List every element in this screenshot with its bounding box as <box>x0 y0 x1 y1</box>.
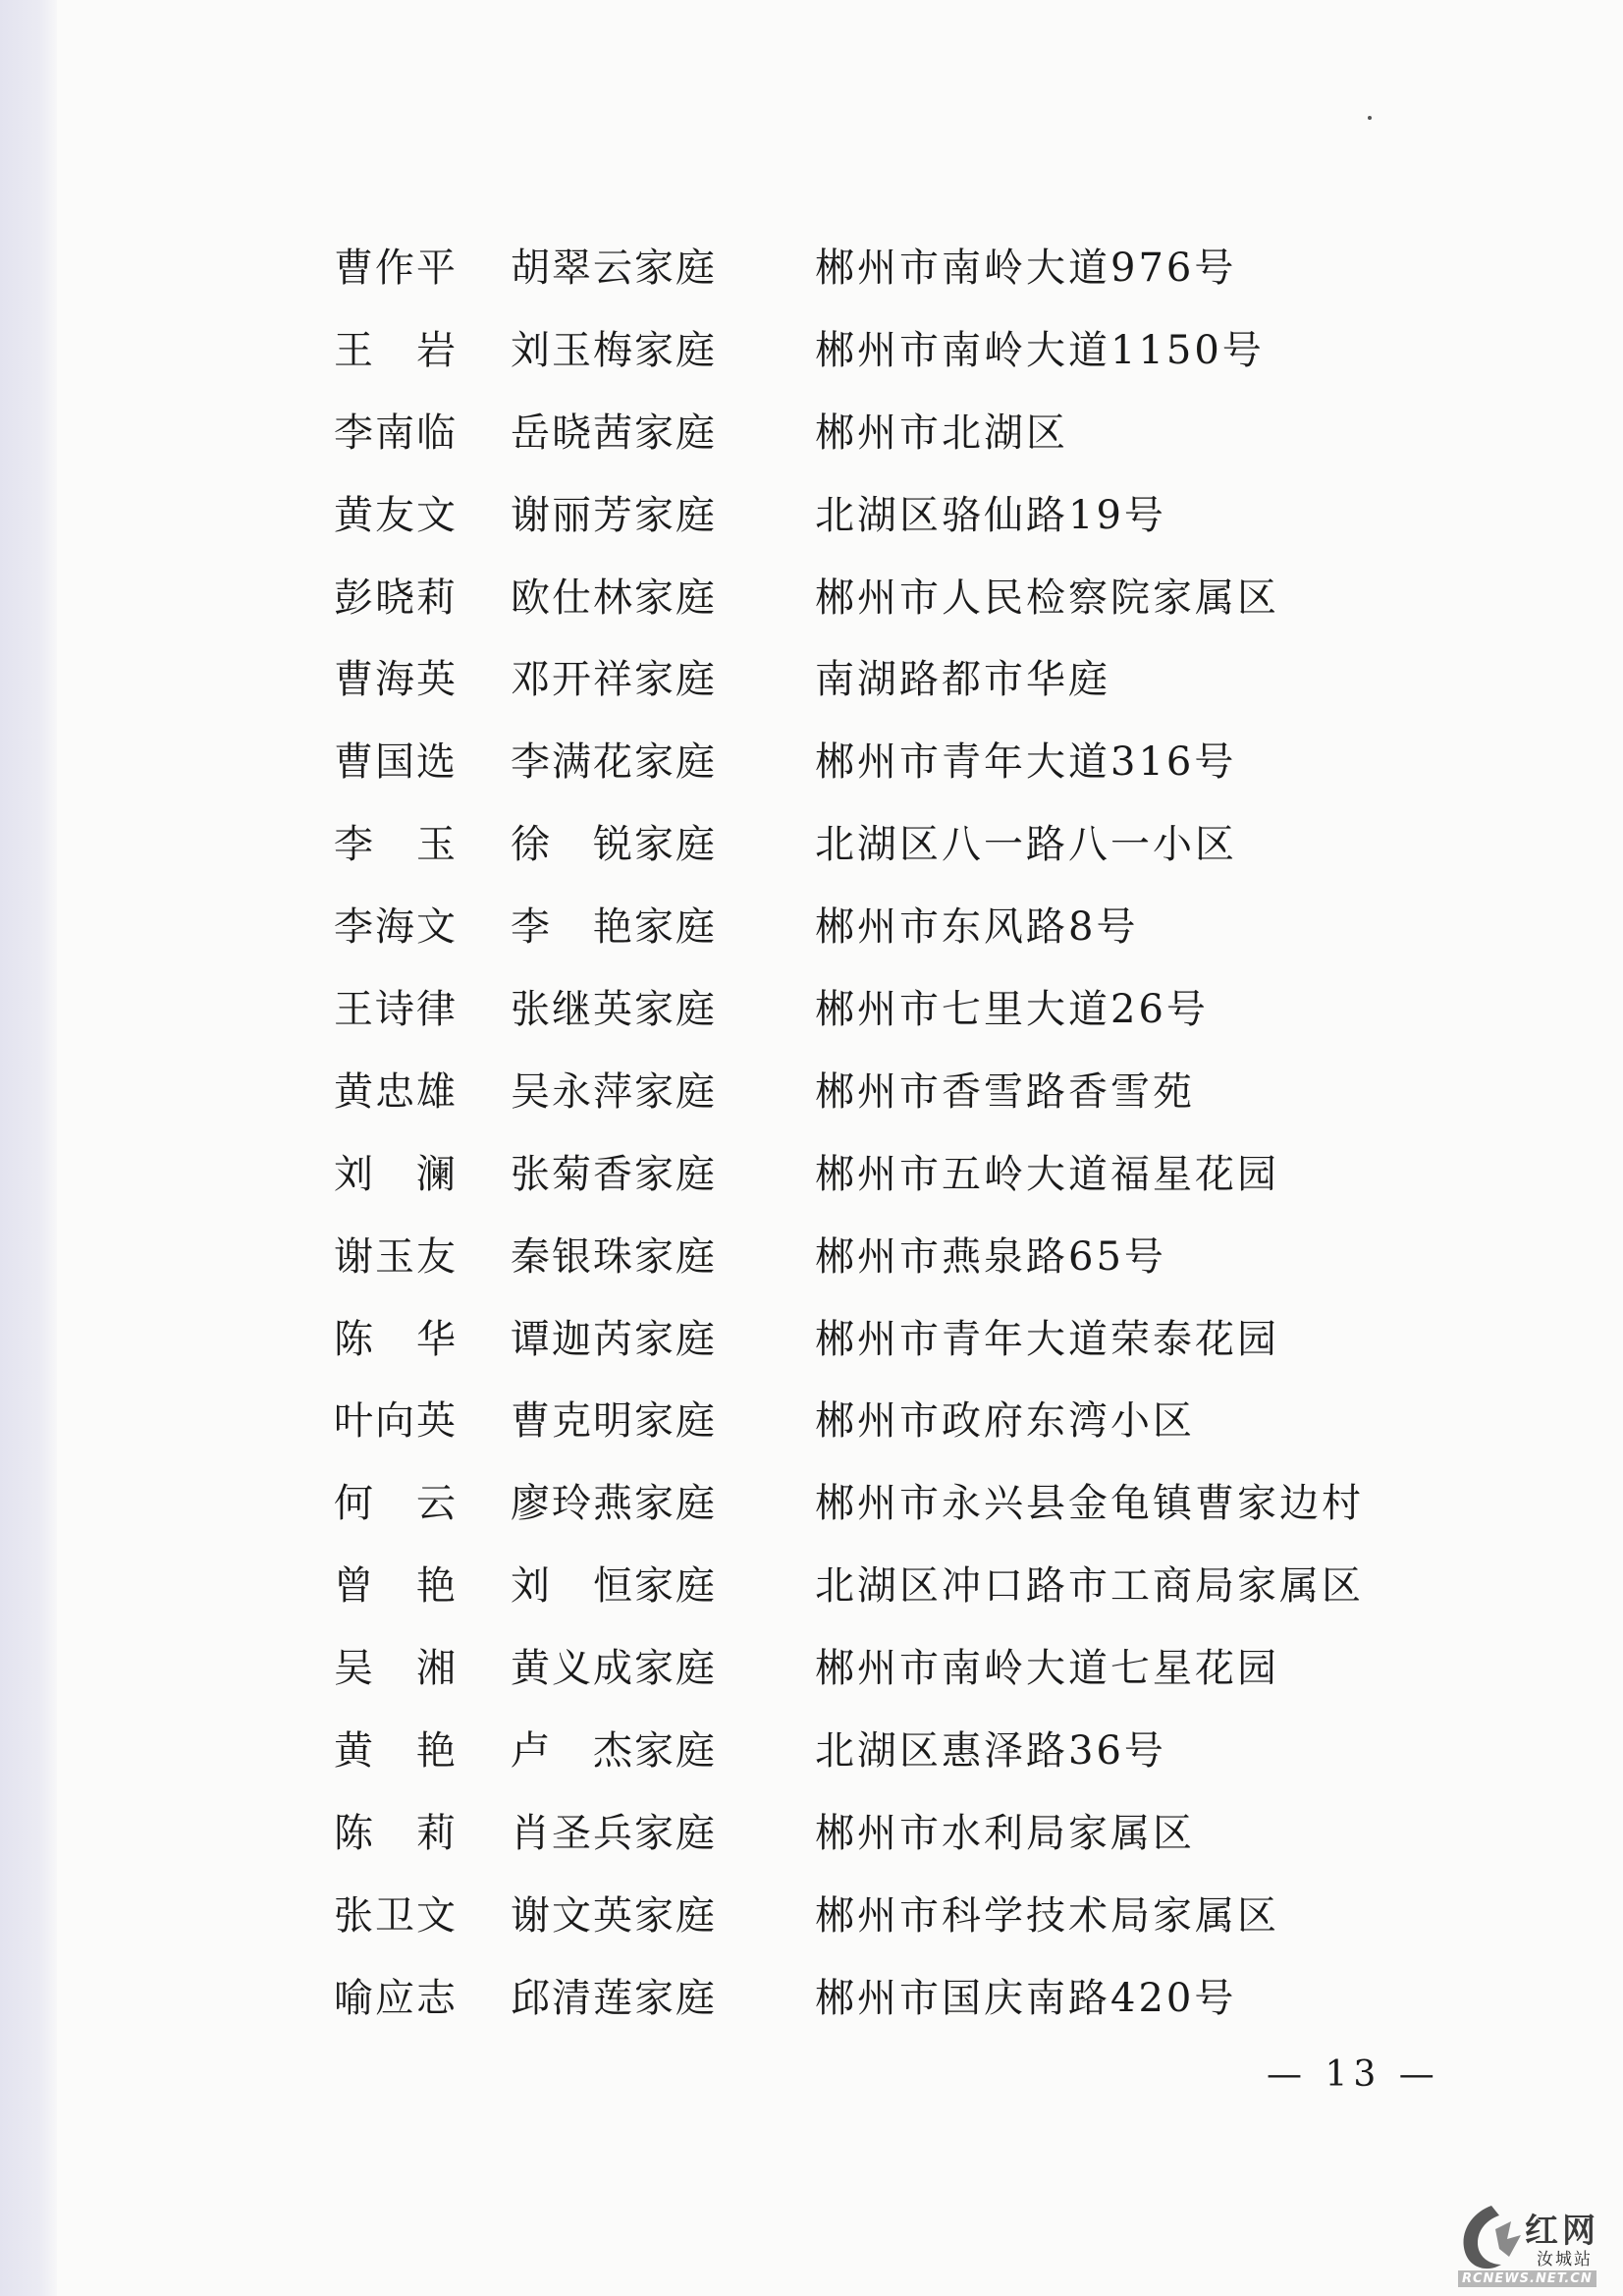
family-address: 郴州市香雪路香雪苑 <box>815 1068 1195 1115</box>
person-name: 陈 莉 <box>334 1810 458 1856</box>
list-row <box>334 1879 1542 1961</box>
list-row <box>334 1549 1542 1631</box>
watermark-domain: RCNEWS.NET.CN <box>1458 2270 1596 2287</box>
person-name: 叶向英 <box>334 1398 458 1445</box>
family-address: 北湖区冲口路市工商局家属区 <box>815 1563 1364 1610</box>
person-name: 王 岩 <box>334 327 458 373</box>
family-name: 廖玲燕家庭 <box>511 1481 717 1527</box>
family-name: 曹克明家庭 <box>511 1398 717 1445</box>
watermark-name: 红网 <box>1525 2212 1599 2251</box>
family-name: 李满花家庭 <box>511 739 717 786</box>
family-address: 郴州市燕泉路65号 <box>815 1233 1166 1280</box>
person-name: 谢玉友 <box>334 1233 458 1280</box>
list-row <box>334 972 1542 1055</box>
person-name: 陈 华 <box>334 1316 458 1362</box>
family-name: 黄义成家庭 <box>511 1646 717 1692</box>
family-name: 张菊香家庭 <box>511 1151 717 1197</box>
family-address: 郴州市北湖区 <box>815 410 1068 456</box>
family-name: 李 艳家庭 <box>511 904 717 951</box>
family-address: 郴州市水利局家属区 <box>815 1810 1195 1856</box>
family-name: 欧仕林家庭 <box>511 574 717 621</box>
list-row <box>334 1466 1542 1549</box>
list-row <box>334 1714 1542 1796</box>
watermark-station: 汝城站 <box>1537 2250 1593 2269</box>
scan-speck <box>1368 116 1372 120</box>
person-name: 何 云 <box>334 1481 458 1527</box>
family-name: 谭迦芮家庭 <box>511 1316 717 1362</box>
person-name: 曹海英 <box>334 657 458 703</box>
family-name: 邓开祥家庭 <box>511 657 717 703</box>
family-address: 北湖区惠泽路36号 <box>815 1728 1166 1775</box>
list-row <box>334 313 1542 396</box>
family-name: 谢丽芳家庭 <box>511 492 717 538</box>
family-address: 郴州市科学技术局家属区 <box>815 1892 1279 1939</box>
family-address: 北湖区骆仙路19号 <box>815 492 1166 538</box>
watermark <box>1452 2200 1619 2290</box>
family-address: 郴州市国庆南路420号 <box>815 1975 1237 2021</box>
family-address: 郴州市南岭大道七星花园 <box>815 1646 1279 1692</box>
family-address: 郴州市青年大道荣泰花园 <box>815 1316 1279 1362</box>
person-name: 刘 澜 <box>334 1151 458 1197</box>
family-address: 郴州市南岭大道1150号 <box>815 327 1265 373</box>
family-address: 郴州市东风路8号 <box>815 904 1139 951</box>
person-name: 王诗律 <box>334 987 458 1033</box>
person-name: 吴 湘 <box>334 1646 458 1692</box>
family-address: 北湖区八一路八一小区 <box>815 822 1237 868</box>
list-row <box>334 807 1542 890</box>
person-name: 张卫文 <box>334 1892 458 1939</box>
list-row <box>334 1055 1542 1137</box>
person-name: 黄忠雄 <box>334 1068 458 1115</box>
family-address: 郴州市五岭大道福星花园 <box>815 1151 1279 1197</box>
family-address: 郴州市政府东湾小区 <box>815 1398 1195 1445</box>
person-name: 李南临 <box>334 410 458 456</box>
person-name: 曹国选 <box>334 739 458 786</box>
person-name: 李海文 <box>334 904 458 951</box>
family-address: 郴州市南岭大道976号 <box>815 246 1237 291</box>
family-address: 郴州市永兴县金龟镇曹家边村 <box>815 1481 1364 1527</box>
family-name: 卢 杰家庭 <box>511 1728 717 1775</box>
family-name: 肖圣兵家庭 <box>511 1810 717 1856</box>
list-row <box>334 1137 1542 1220</box>
person-name: 曹作平 <box>334 246 458 291</box>
list-row <box>334 478 1542 561</box>
family-address: 郴州市青年大道316号 <box>815 739 1237 786</box>
family-name: 吴永萍家庭 <box>511 1068 717 1115</box>
list-row <box>334 231 1542 313</box>
person-name: 黄友文 <box>334 492 458 538</box>
person-name: 黄 艳 <box>334 1728 458 1775</box>
family-address: 郴州市人民检察院家属区 <box>815 574 1279 621</box>
list-row <box>334 1796 1542 1879</box>
list-row <box>334 1384 1542 1466</box>
scan-left-edge <box>0 0 57 2296</box>
family-address: 南湖路都市华庭 <box>815 657 1110 703</box>
list-row <box>334 1302 1542 1385</box>
list-row <box>334 1220 1542 1302</box>
person-name: 李 玉 <box>334 822 458 868</box>
list-row <box>334 1961 1542 2044</box>
person-name: 喻应志 <box>334 1975 458 2021</box>
list-row <box>334 890 1542 972</box>
family-name: 秦银珠家庭 <box>511 1233 717 1280</box>
family-name: 胡翠云家庭 <box>511 246 717 291</box>
person-name: 曾 艳 <box>334 1563 458 1610</box>
family-name: 刘 恒家庭 <box>511 1563 717 1610</box>
family-address: 郴州市七里大道26号 <box>815 987 1209 1033</box>
family-name: 刘玉梅家庭 <box>511 327 717 373</box>
page-number: — 13 — <box>1267 2054 1440 2095</box>
list-row <box>334 1631 1542 1714</box>
family-name: 徐 锐家庭 <box>511 822 717 868</box>
list-row <box>334 642 1542 725</box>
family-name: 张继英家庭 <box>511 987 717 1033</box>
family-name: 谢文英家庭 <box>511 1892 717 1939</box>
family-list <box>334 231 1542 2044</box>
person-name: 彭晓莉 <box>334 574 458 621</box>
list-row <box>334 396 1542 478</box>
list-row <box>334 725 1542 807</box>
family-name: 岳晓茜家庭 <box>511 410 717 456</box>
family-name: 邱清莲家庭 <box>511 1975 717 2021</box>
list-row <box>334 561 1542 643</box>
